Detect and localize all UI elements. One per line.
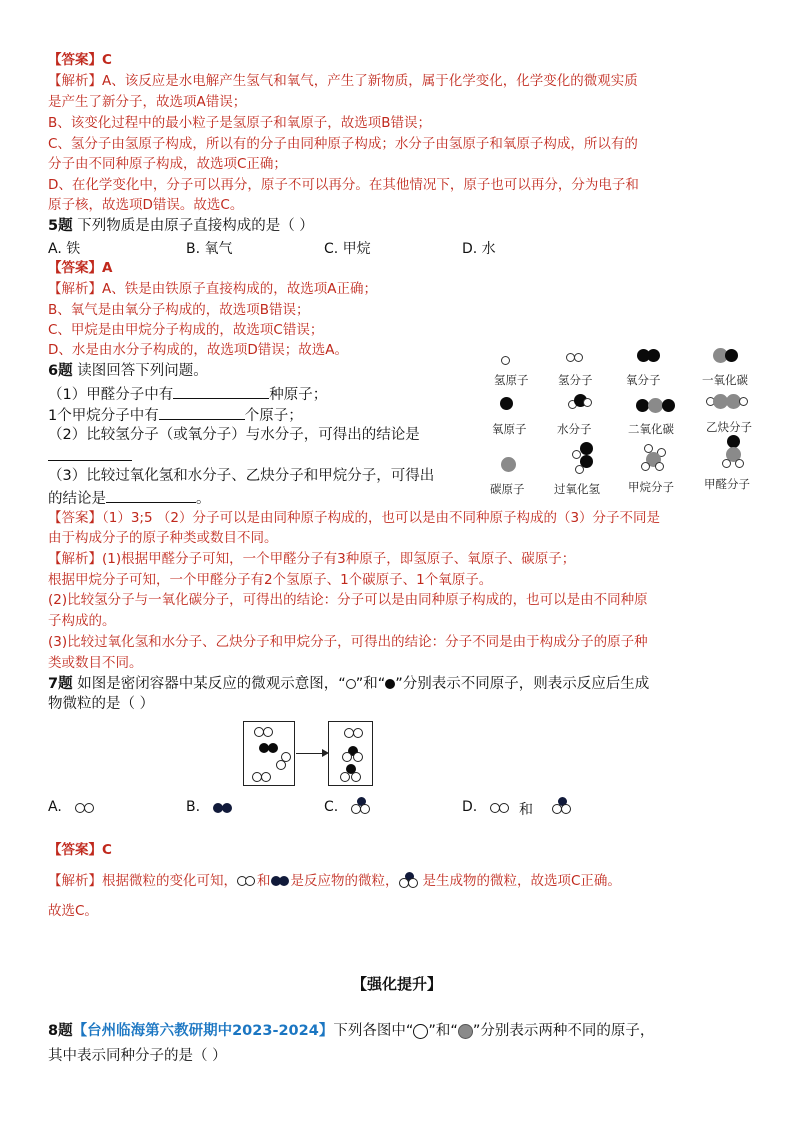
q6-line6-text: 的结论是: [48, 491, 106, 507]
q7-analysis-line: [48, 872, 621, 894]
white-atom: [353, 752, 363, 762]
oxygen-atom: [500, 397, 513, 410]
section-title: 【强化提升】: [351, 975, 442, 993]
figure-label: 二氧化碳: [628, 422, 674, 436]
hydrogen-atom: [501, 356, 510, 365]
hydrogen-atom: [739, 397, 748, 406]
q6-line-4: [48, 446, 132, 467]
q8-stem-text: ”和“: [428, 1023, 458, 1039]
black-atom: [268, 743, 278, 753]
q5-analysis-line: D、水是由水分子构成的，故选项D错误；故选A。: [48, 342, 349, 358]
q6-stem-line: [48, 362, 208, 381]
hydrogen-atom: [575, 465, 584, 474]
q6-line-5: （3）比较过氧化氢和水分子、乙炔分子和甲烷分子，可得出: [48, 468, 435, 484]
q4-answer: 【答案】C: [48, 52, 112, 68]
q4-analysis-line: 是产生了新分子，故选项A错误；: [48, 94, 247, 110]
reaction-arrow: [296, 753, 324, 754]
q6-line-2: [48, 405, 303, 426]
oxygen-atom: [647, 349, 660, 362]
q7-option-c[interactable]: [324, 799, 338, 815]
option-and: 和: [519, 802, 533, 818]
answer-blank[interactable]: [48, 446, 132, 461]
q6-line1-tail: 种原子；: [269, 387, 328, 403]
q6-line1-text: （1）甲醛分子中有: [48, 387, 174, 403]
q7-stem-text: ”分别表示不同原子，则表示反应后生成: [395, 676, 650, 692]
q6-line-3: （2）比较氢分子（或氧分子）与水分子，可得出的结论是: [48, 427, 420, 443]
black-atom-icon: [385, 679, 395, 689]
q6-answer-line: 由于构成分子的原子种类或数目不同。: [48, 530, 278, 546]
white-atom-icon: [413, 1024, 428, 1039]
q4-analysis-line: D、在化学变化中，分子可以再分，原子不可以再分。在其他情况下，原子也可以再分，分为电子和: [48, 177, 639, 193]
q7-option-d[interactable]: [462, 799, 533, 818]
q6-line2-tail: 个原子；: [244, 408, 303, 424]
q5-analysis-line: B、氧气是由氧分子构成的，故选项B错误；: [48, 302, 310, 318]
answer-blank[interactable]: [159, 405, 245, 420]
q6-line2-text: 1个甲烷分子中有: [48, 408, 159, 424]
white-atom-icon: [360, 804, 370, 814]
figure-label: 氧原子: [492, 422, 527, 436]
white-atom: [342, 752, 352, 762]
q5-number: 5题: [48, 218, 73, 234]
q6-analysis-line: 【解析】(1)根据甲醛分子可知，一个甲醛分子有3种原子，即氢原子、氧原子、碳原子；: [48, 551, 576, 567]
q8-source: 【台州临海第六教研期中2023-2024】: [72, 1023, 334, 1039]
q7-analysis-text: 和: [257, 873, 271, 889]
q5-stem: 下列物质是由原子直接构成的是（ ）: [77, 218, 314, 234]
answer-blank[interactable]: [173, 384, 269, 399]
q5-analysis-line: C、甲烷是由甲烷分子构成的，故选项C错误；: [48, 322, 324, 338]
white-atom: [261, 772, 271, 782]
q6-analysis-line: (3)比较过氧化氢和水分子、乙炔分子和甲烷分子，可得出的结论：分子不同是由于构成分子的原子种: [48, 634, 648, 650]
figure-label: 氢原子: [494, 373, 529, 387]
figure-label: 一氧化碳: [702, 373, 748, 387]
white-atom: [276, 760, 286, 770]
option-letter: A.: [48, 799, 62, 815]
q5-stem-line: [48, 217, 314, 236]
figure-label: 乙炔分子: [706, 420, 752, 434]
q6-stem: 读图回答下列问题。: [77, 363, 208, 379]
carbon-atom: [648, 398, 663, 413]
white-atom: [353, 728, 363, 738]
hydrogen-atom: [641, 462, 650, 471]
q6-analysis-line: (2)比较氢分子与一氧化碳分子，可得出的结论：分子可以是由同种原子构成的，也可以是由不同种原: [48, 592, 648, 608]
q7-answer: 【答案】C: [48, 842, 112, 858]
black-molecule-icon: [271, 876, 291, 886]
white-atom-icon: [561, 804, 571, 814]
figure-label: 碳原子: [490, 482, 525, 496]
hydrogen-atom: [583, 398, 592, 407]
q6-analysis-line: 类或数目不同。: [48, 655, 143, 671]
q7-number: 7题: [48, 676, 73, 692]
white-atom: [351, 772, 361, 782]
q7-analysis-text: 是反应物的微粒，: [290, 873, 399, 889]
q8-stem-line-2: 其中表示同种分子的是（ ）: [48, 1048, 227, 1064]
option-letter: D.: [462, 799, 478, 815]
q5-option-a[interactable]: A. 铁: [48, 241, 81, 257]
product-box: [328, 721, 373, 786]
q4-analysis-line: C、氢分子由氢原子构成，所以有的分子由同种原子构成；水分子由氢原子和氧原子构成，所以有的: [48, 136, 638, 152]
oxygen-atom: [725, 349, 738, 362]
white-atom: [263, 727, 273, 737]
q7-stem-line-2: 物微粒的是（ ）: [48, 696, 155, 712]
q5-analysis-line: 【解析】A、铁是由铁原子直接构成的，故选项A正确；: [48, 281, 377, 297]
q8-stem-text: 下列各图中“: [333, 1023, 414, 1039]
q8-stem-text: ”分别表示两种不同的原子，: [472, 1023, 655, 1039]
q4-analysis-line: 分子由不同种原子构成，故选项C正确；: [48, 156, 287, 172]
hydrogen-atom: [735, 459, 744, 468]
hydrogen-atom: [574, 353, 583, 362]
q7-stem-text: 如图是密闭容器中某反应的微观示意图，“: [77, 676, 346, 692]
q7-analysis-text: 是生成物的微粒，故选项C正确。: [422, 873, 621, 889]
hydrogen-atom: [572, 450, 581, 459]
black-atom-icon: [222, 803, 232, 813]
q5-option-b[interactable]: B. 氧气: [186, 241, 233, 257]
figure-label: 甲烷分子: [628, 480, 674, 494]
q6-line-6: [48, 488, 211, 509]
q7-analysis-end: 故选C。: [48, 903, 98, 919]
white-atom-icon: [499, 803, 509, 813]
q4-analysis-line: 原子核，故选项D错误。故选C。: [48, 197, 244, 213]
option-letter: B.: [186, 799, 201, 815]
carbon-atom: [501, 457, 516, 472]
hydrogen-atom: [655, 462, 664, 471]
q6-line-1: [48, 384, 327, 405]
oxygen-atom: [580, 442, 593, 455]
q8-number: 8题: [48, 1023, 73, 1039]
answer-blank[interactable]: [106, 488, 196, 503]
q6-analysis-line: 根据甲烷分子可知，一个甲醛分子有2个氢原子、1个碳原子、1个氧原子。: [48, 572, 493, 588]
white-atom-icon: [84, 803, 94, 813]
q7-analysis-text: 【解析】根据微粒的变化可知，: [48, 873, 237, 889]
white-atom-icon: [346, 679, 356, 689]
q6-number: 6题: [48, 363, 73, 379]
option-letter: C.: [324, 799, 339, 815]
figure-label: 过氧化氢: [554, 482, 600, 496]
q4-analysis-line: 【解析】A、该反应是水电解产生氢气和氧气，产生了新物质，属于化学变化，化学变化的微观实质: [48, 73, 638, 89]
figure-label: 氢分子: [558, 373, 593, 387]
gray-atom-icon: [458, 1024, 473, 1039]
oxygen-atom: [662, 399, 675, 412]
q6-line6-tail: 。: [196, 491, 211, 507]
reactant-box: [243, 721, 295, 786]
q5-option-d[interactable]: D. 水: [462, 241, 496, 257]
figure-label: 甲醛分子: [704, 477, 750, 491]
figure-label: 氧分子: [626, 373, 661, 387]
q7-option-b[interactable]: [186, 799, 200, 815]
hydrogen-atom: [722, 459, 731, 468]
product-molecule-icon: [399, 874, 423, 888]
figure-label: 水分子: [557, 422, 592, 436]
q7-stem-line: [48, 675, 649, 694]
q7-stem-text: ”和“: [355, 676, 386, 692]
q8-stem-line: [48, 1022, 654, 1041]
q5-option-c[interactable]: C. 甲烷: [324, 241, 371, 257]
q6-answer-line: 【答案】（1）3;5 （2）分子可以是由同种原子构成的，也可以是由不同种原子构成的（3）分子不同是: [48, 510, 661, 526]
q4-analysis-line: B、该变化过程中的最小粒子是氢原子和氧原子，故选项B错误；: [48, 115, 432, 131]
q6-analysis-line: 子构成的。: [48, 613, 116, 629]
q7-option-a[interactable]: [48, 799, 62, 815]
white-molecule-icon: [237, 876, 257, 886]
q5-answer: 【答案】A: [48, 260, 113, 276]
white-atom: [340, 772, 350, 782]
